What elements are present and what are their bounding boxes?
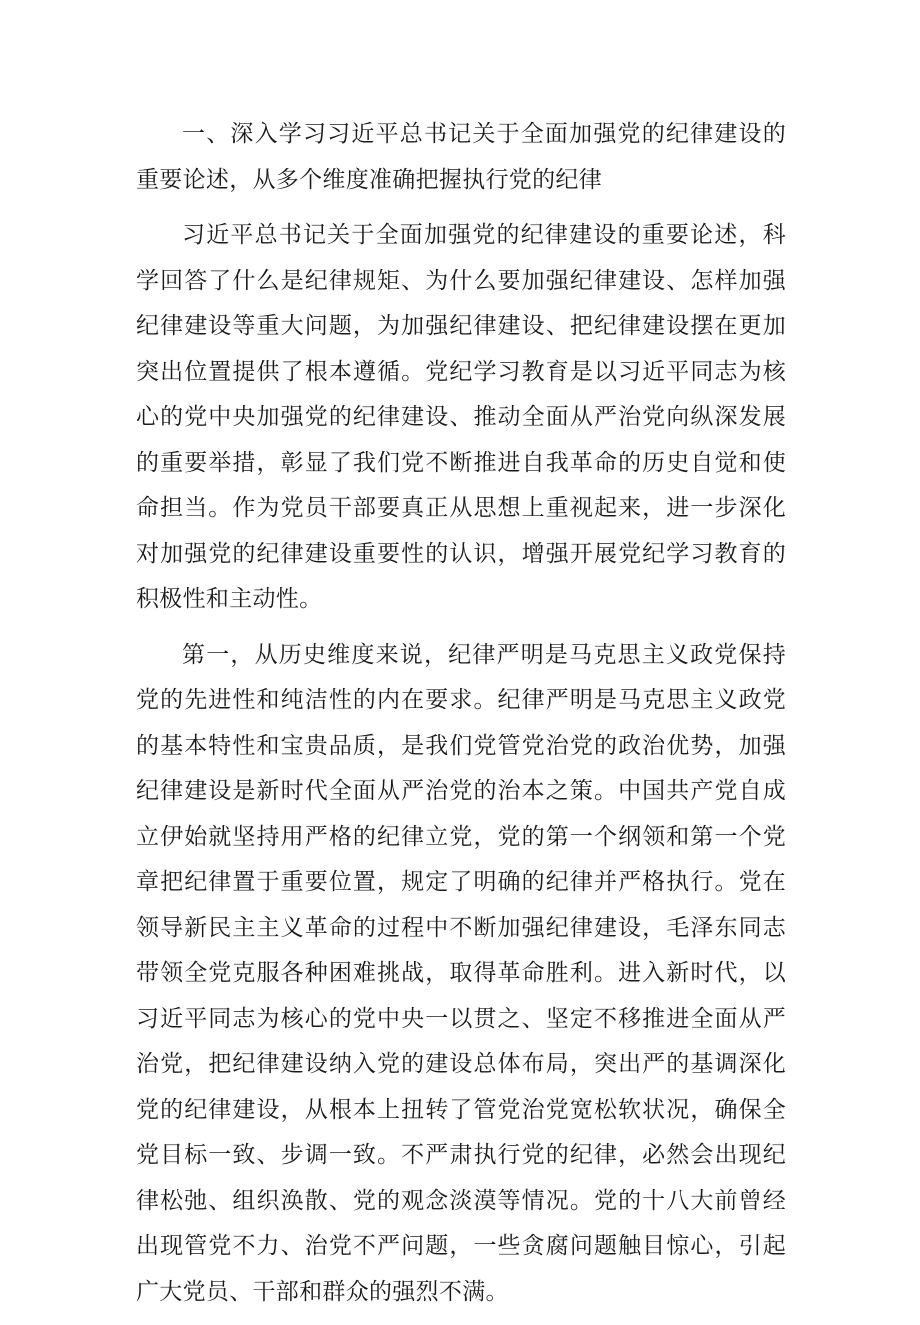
paragraph-overview: 习近平总书记关于全面加强党的纪律建设的重要论述，科学回答了什么是纪律规矩、为什么要加强纪律建设、怎样加强纪律建设等重大问题，为加强纪律建设、把纪律建设摆在更加突出位置提供了根本遵循。党纪学习教育是以习近平同志为核心的党中央加强党的纪律建设、推动全面从严治党向纵深发展的重要举措，彰显了我们党不断推进自我革命的历史自觉和使命担当。作为党员干部要真正从思想上重视起来，进一步深化对加强党的纪律建设重要性的认识，增强开展党纪学习教育的积极性和主动性。 bbox=[136, 222, 786, 612]
document-body bbox=[136, 112, 786, 1325]
paragraph-historical-dimension: 第一，从历史维度来说，纪律严明是马克思主义政党保持党的先进性和纯洁性的内在要求。纪律严明是马克思主义政党的基本特性和宝贵品质，是我们党管党治党的政治优势，加强纪律建设是新时代全面从严治党的治本之策。中国共产党自成立伊始就坚持用严格的纪律立党，党的第一个纲领和第一个党章把纪律置于重要位置，规定了明确的纪律并严格执行。党在领导新民主主义革命的过程中不断加强纪律建设，毛泽东同志带领全党克服各种困难挑战，取得革命胜利。进入新时代，以习近平同志为核心的党中央一以贯之、坚定不移推进全面从严治党，把纪律建设纳入党的建设总体布局，突出严的基调深化党的纪律建设，从根本上扭转了管党治党宽松软状况，确保全党目标一致、步调一致。不严肃执行党的纪律，必然会出现纪律松弛、组织涣散、党的观念淡漠等情况。党的十八大前曾经出现管党不力、治党不严问题，一些贪腐问题触目惊心，引起广大党员、干部和群众的强烈不满。 bbox=[136, 641, 786, 1305]
section-heading: 一、深入学习习近平总书记关于全面加强党的纪律建设的重要论述，从多个维度准确把握执行党的纪律 bbox=[136, 121, 786, 193]
